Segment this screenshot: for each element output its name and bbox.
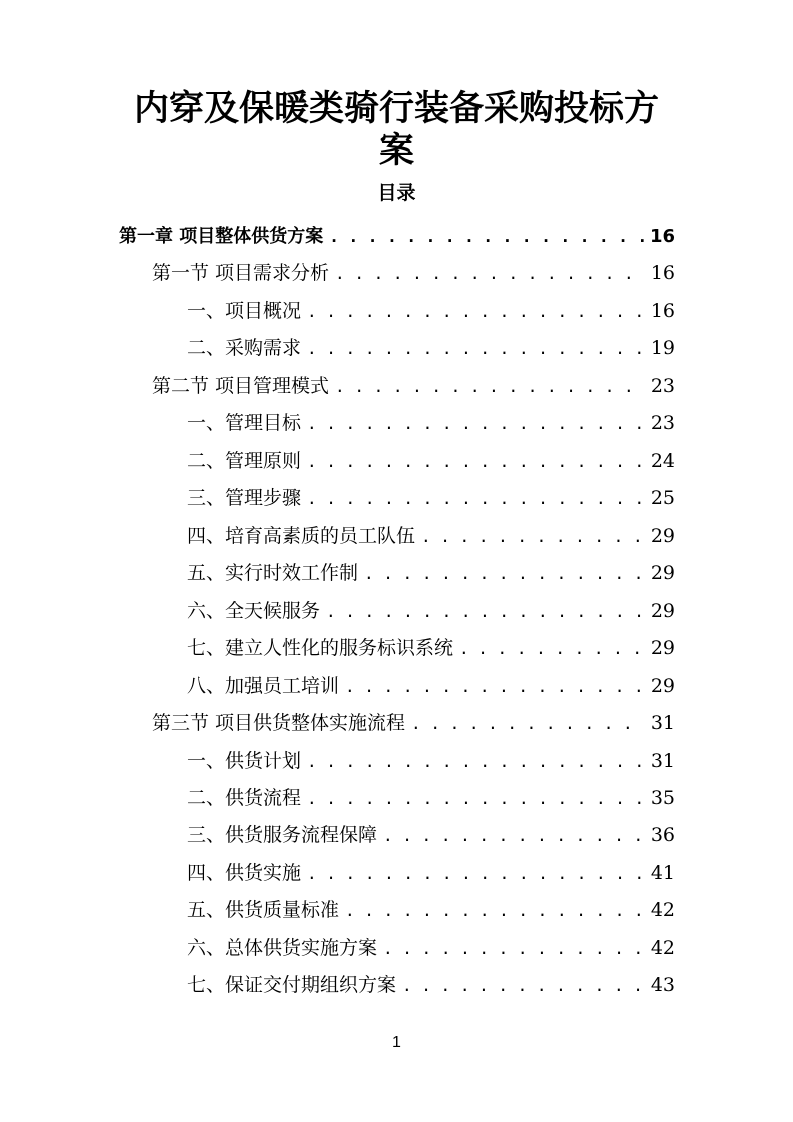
toc-entry-label: 一、供货计划: [187, 750, 302, 772]
toc-dot-leader: [383, 939, 645, 958]
toc-dot-leader: [335, 264, 645, 283]
toc-entry[interactable]: [152, 258, 675, 288]
toc-entry[interactable]: [187, 633, 675, 663]
toc-entry-label: 八、加强员工培训: [187, 675, 340, 697]
toc-entry[interactable]: [187, 671, 675, 701]
toc-entry-page: 16: [650, 262, 675, 284]
toc-entry[interactable]: [187, 408, 675, 438]
toc-entry[interactable]: [187, 446, 675, 476]
toc-dot-leader: [335, 377, 645, 396]
toc-entry[interactable]: [187, 783, 675, 813]
toc-entry-label: 一、管理目标: [187, 412, 302, 434]
toc-entry-label: 七、建立人性化的服务标识系统: [187, 637, 454, 659]
toc-entry[interactable]: [187, 521, 675, 551]
toc-dot-leader: [459, 639, 645, 658]
toc-entry[interactable]: [187, 558, 675, 588]
toc-entry-page: 19: [650, 337, 675, 359]
toc-entry-label: 三、供货服务流程保障: [187, 824, 378, 846]
toc-entry-label: 第一章 项目整体供货方案: [119, 226, 324, 247]
toc-entry[interactable]: [187, 746, 675, 776]
toc-entry-page: 29: [650, 600, 675, 622]
toc-entry[interactable]: [152, 371, 675, 401]
toc-entry-page: 31: [650, 712, 675, 734]
toc-entry-label: 四、供货实施: [187, 862, 302, 884]
toc-dot-leader: [307, 752, 645, 771]
toc-entry[interactable]: [152, 708, 675, 738]
toc-entry[interactable]: [187, 483, 675, 513]
toc-heading: 目录: [377, 182, 416, 204]
toc-dot-leader: [307, 864, 645, 883]
document-title-line-2: 案: [378, 131, 414, 171]
document-title-line-1: 内穿及保暖类骑行装备采购投标方: [133, 89, 659, 129]
toc-entry-label: 二、管理原则: [187, 450, 302, 472]
toc-entry-page: 24: [650, 450, 675, 472]
toc-entry-label: 第一节 项目需求分析: [152, 262, 330, 284]
toc-entry-page: 29: [650, 675, 675, 697]
toc-entry-label: 二、供货流程: [187, 787, 302, 809]
toc-entry-label: 第二节 项目管理模式: [152, 375, 330, 397]
toc-entry-page: 36: [650, 824, 675, 846]
toc-entry-page: 43: [650, 974, 675, 996]
toc-entry-page: 23: [650, 375, 675, 397]
toc-entry-page: 16: [650, 300, 675, 322]
toc-entry-page: 35: [650, 787, 675, 809]
toc-entry[interactable]: [187, 858, 675, 888]
toc-dot-leader: [383, 826, 645, 845]
toc-dot-leader: [402, 976, 645, 995]
toc-entry[interactable]: [187, 296, 675, 326]
toc-dot-leader: [421, 527, 645, 546]
toc-entry-page: 16: [649, 226, 675, 247]
toc-entry-label: 二、采购需求: [187, 337, 302, 359]
toc-entry[interactable]: [187, 895, 675, 925]
toc-entry[interactable]: [187, 596, 675, 626]
toc-dot-leader: [307, 414, 645, 433]
toc-dot-leader: [345, 901, 645, 920]
toc-dot-leader: [326, 602, 645, 621]
toc-entry-page: 29: [650, 525, 675, 547]
toc-entry-label: 第三节 项目供货整体实施流程: [152, 712, 406, 734]
toc-entry-page: 29: [650, 637, 675, 659]
toc-dot-leader: [307, 452, 645, 471]
toc-entry-label: 三、管理步骤: [187, 487, 302, 509]
toc-entry[interactable]: [187, 820, 675, 850]
toc-dot-leader: [307, 489, 645, 508]
page-number: 1: [392, 1034, 401, 1051]
toc-entry-page: 42: [650, 937, 675, 959]
toc-entry[interactable]: [187, 970, 675, 1000]
toc-entry-label: 六、总体供货实施方案: [187, 937, 378, 959]
toc-entry-page: 25: [650, 487, 675, 509]
toc-entry-page: 29: [650, 562, 675, 584]
toc-entry-label: 一、项目概况: [187, 300, 302, 322]
toc-dot-leader: [411, 714, 645, 733]
toc-entry-label: 五、实行时效工作制: [187, 562, 359, 584]
toc-entry[interactable]: [187, 333, 675, 363]
toc-entry-page: 42: [650, 899, 675, 921]
toc-entry-label: 四、培育高素质的员工队伍: [187, 525, 416, 547]
toc-entry-page: 23: [650, 412, 675, 434]
toc-dot-leader: [307, 339, 645, 358]
toc-entry-label: 六、全天候服务: [187, 600, 321, 622]
toc-dot-leader: [345, 677, 645, 696]
toc-entry-label: 七、保证交付期组织方案: [187, 974, 397, 996]
toc-entry-page: 31: [650, 750, 675, 772]
toc-entry[interactable]: [187, 933, 675, 963]
toc-entry-label: 五、供货质量标准: [187, 899, 340, 921]
toc-dot-leader: [364, 564, 645, 583]
toc-dot-leader: [329, 227, 644, 246]
document-title: [0, 88, 793, 172]
toc-entry-page: 41: [650, 862, 675, 884]
toc-entry[interactable]: [119, 222, 675, 252]
toc-dot-leader: [307, 789, 645, 808]
toc-dot-leader: [307, 302, 645, 321]
